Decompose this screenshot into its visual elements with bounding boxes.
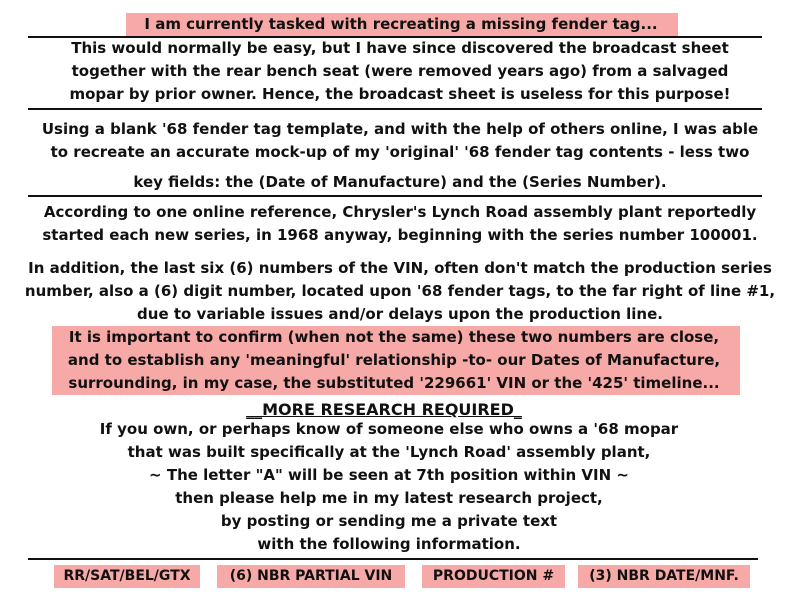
highlight-line-3: surrounding, in my case, the substituted '229661' VIN or the '425' timeline...: [68, 374, 720, 392]
tag-date-of-manufacture: (3) NBR DATE/MNF.: [578, 565, 750, 588]
para4-line-2: number, also a (6) digit number, located upon '68 fender tags, to the far right of line #1,: [24, 282, 776, 300]
tag-model: RR/SAT/BEL/GTX: [54, 565, 200, 588]
request-line-6: with the following information.: [257, 535, 521, 553]
highlight-line-1: It is important to confirm (when not the same) these two numbers are close,: [68, 328, 720, 346]
request-line-2: that was built specifically at the 'Lynch Road' assembly plant,: [127, 443, 651, 461]
divider-2: [28, 108, 762, 110]
tag-partial-vin: (6) NBR PARTIAL VIN: [217, 565, 405, 588]
para2-line-3: key fields: the (Date of Manufacture) and the (Series Number).: [133, 173, 667, 191]
research-heading: __MORE RESEARCH REQUIRED_: [246, 400, 522, 419]
request-line-5: by posting or sending me a private text: [220, 512, 558, 530]
para2-line-2: to recreate an accurate mock-up of my 'original' '68 fender tag contents - less two: [50, 143, 750, 161]
para1-line-2: together with the rear bench seat (were removed years ago) from a salvaged: [71, 62, 729, 80]
request-line-3: ~ The letter "A" will be seen at 7th position within VIN ~: [149, 466, 629, 484]
para1-line-1: This would normally be easy, but I have since discovered the broadcast sheet: [71, 39, 729, 57]
para3-line-1: According to one online reference, Chrysler's Lynch Road assembly plant reportedly: [43, 203, 757, 221]
para1-line-3: mopar by prior owner. Hence, the broadcast sheet is useless for this purpose!: [69, 85, 731, 103]
tag-production-number: PRODUCTION #: [422, 565, 565, 588]
para4-line-3: due to variable issues and/or delays upon the production line.: [137, 305, 663, 323]
para2-line-1: Using a blank '68 fender tag template, and with the help of others online, I was able: [41, 120, 759, 138]
para4-line-1: In addition, the last six (6) numbers of the VIN, often don't match the production series: [28, 259, 772, 277]
para3-line-2: started each new series, in 1968 anyway, beginning with the series number 100001.: [42, 226, 758, 244]
divider-3: [28, 195, 762, 197]
divider-4: [28, 558, 758, 560]
header-text: I am currently tasked with recreating a missing fender tag...: [144, 15, 658, 33]
highlight-line-2: and to establish any 'meaningful' relationship -to- our Dates of Manufacture,: [67, 351, 721, 369]
request-line-1: If you own, or perhaps know of someone else who owns a '68 mopar: [99, 420, 679, 438]
request-line-4: then please help me in my latest research project,: [175, 489, 603, 507]
